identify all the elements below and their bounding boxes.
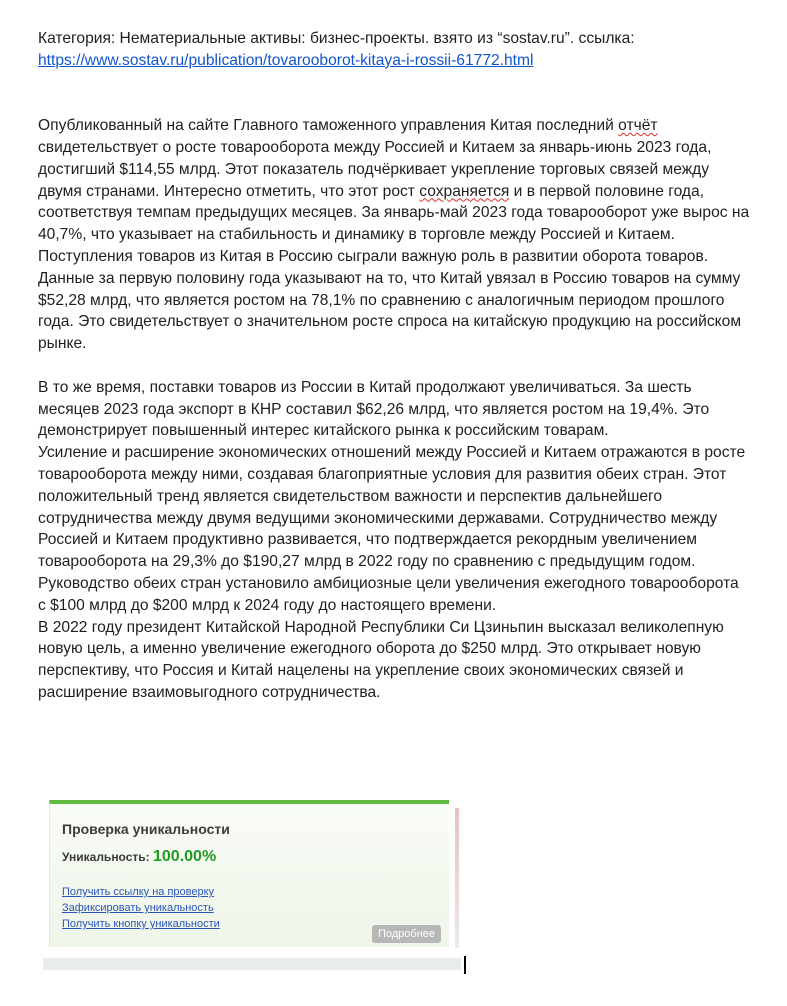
text-cursor xyxy=(464,956,466,974)
paragraph-5: В 2022 году президент Китайской Народной Республики Си Цзиньпин высказал великолепную новую цель, а именно увеличение ежегодного оборота до $250 млрд. Это открывает новую перспективу, что Россия и Китай нацелены на укрепление своих экономических связей и расширение взаимовыгодного сотрудничества. xyxy=(38,618,724,701)
get-button-link[interactable]: Получить кнопку уникальности xyxy=(62,918,220,930)
header-line xyxy=(38,28,750,72)
paragraph-1: Опубликованный на сайте Главного таможенного управления Китая последний отчёт свидетельствует о росте товарооборота между Россией и Китаем за январь-июнь 2023 года, достигший $114,55 млрд. Этот показатель подчёркивает укрепление торговых связей между двумя странами. Интересно отметить, что этот рост сохраняется и в первой половине года, соответствуя темпам предыдущих месяцев. За январь-май 2023 года товарооборот уже вырос на 40,7%, что указывает на стабильность и динамику в торговле между Россией и Китаем. xyxy=(38,117,750,244)
horizontal-scrollbar[interactable] xyxy=(43,958,461,970)
blank-lines xyxy=(38,72,750,116)
uniqueness-value: 100.00% xyxy=(153,848,217,865)
spellcheck-word: сохраняется xyxy=(419,182,510,200)
uniqueness-label: Уникальность: xyxy=(62,850,153,864)
paragraph-2: Поступления товаров из Китая в Россию сыграли важную роль в развитии оборота товаров. Данные за первую половину года указывают на то, что Китай увязал в Россию товаров на сумму $52,28 млрд, что является ростом на 78,1% по сравнению с аналогичным периодом прошлого года. Это свидетельствует о значительном росте спроса на китайскую продукцию на российском рынке. xyxy=(38,247,742,353)
blank-line xyxy=(38,355,750,377)
uniqueness-widget xyxy=(49,800,449,947)
widget-links xyxy=(62,884,220,932)
more-button[interactable]: Подробнее xyxy=(372,925,441,943)
vertical-scrollbar[interactable] xyxy=(455,808,459,948)
spellcheck-word: отчёт xyxy=(618,117,658,135)
uniqueness-row xyxy=(62,848,216,866)
document-body xyxy=(38,28,750,704)
get-check-link[interactable]: Получить ссылку на проверку xyxy=(62,886,215,898)
widget-title: Проверка уникальности xyxy=(62,821,230,837)
uniqueness-check-image[interactable] xyxy=(43,800,463,972)
fix-uniqueness-link[interactable]: Зафиксировать уникальность xyxy=(62,902,214,914)
category-text: Категория: Нематериальные активы: бизнес-проекты. взято из “sostav.ru”. ссылка: xyxy=(38,30,635,47)
paragraph-3: В то же время, поставки товаров из России в Китай продолжают увеличиваться. За шесть месяцев 2023 года экспорт в КНР составил $62,26 млрд, что является ростом на 19,4%. Это демонстрирует повышенный интерес китайского рынка к российским товарам. xyxy=(38,378,710,440)
paragraph-4: Усиление и расширение экономических отношений между Россией и Китаем отражаются в росте товарооборота между ними, создавая благоприятные условия для развития обеих стран. Этот положительный тренд является свидетельством важности и перспектив дальнейшего сотрудничества между двумя ведущими экономическими державами. Сотрудничество между Россией и Китаем продуктивно развивается, что подтверждается рекордным увеличением товарооборота на 29,3% до $190,27 млрд в 2022 году по сравнению с предыдущим годом. Руководство обеих стран установило амбициозные цели увеличения ежегодного товарооборота с $100 млрд до $200 млрд к 2024 году до настоящего времени. xyxy=(38,444,746,614)
source-link[interactable]: https://www.sostav.ru/publication/tovarooborot-kitaya-i-rossii-61772.html xyxy=(38,51,534,69)
